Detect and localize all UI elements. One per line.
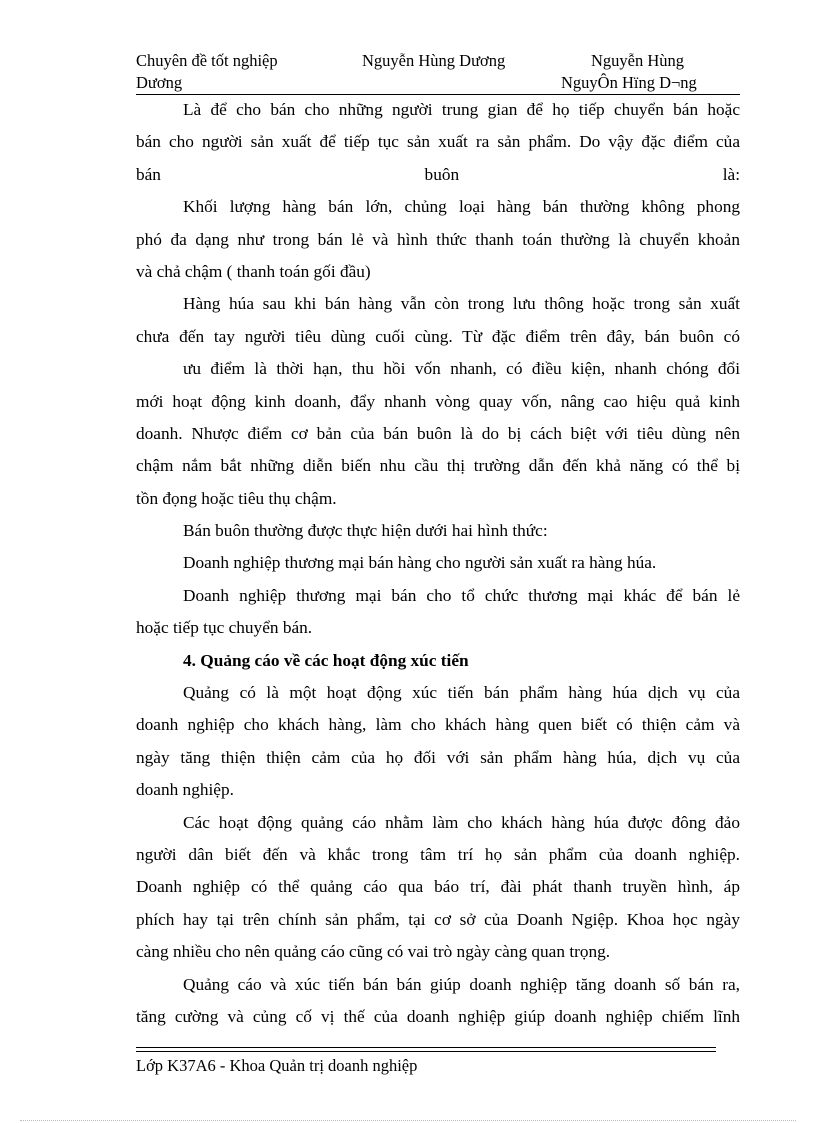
paragraph-line: doanh nghiệp cho khách hàng, làm cho khách hàng quen biết có thiện cảm và xyxy=(136,715,740,735)
page-footer: Lớp K37A6 - Khoa Quản trị doanh nghiệp xyxy=(136,1056,418,1075)
header-title-line1: Chuyên đề tốt nghiệp xyxy=(136,51,278,70)
header-title-line2: Dương xyxy=(136,73,183,92)
paragraph-line: Các hoạt động quảng cáo nhằm làm cho khách hàng húa được đông đảo xyxy=(183,812,740,832)
paragraph-line: càng nhiều cho nên quảng cáo cũng có vai trò ngày càng quan trọng. xyxy=(136,942,611,962)
paragraph-line: hoặc tiếp tục chuyển bán. xyxy=(136,618,313,638)
paragraph-line: và chả chậm ( thanh toán gối đầu) xyxy=(136,261,371,281)
paragraph-line: chưa đến tay người tiêu dùng cuối cùng. Từ đặc điểm trên đây, bán buôn có xyxy=(136,326,740,346)
paragraph-line: Doanh nghiệp thương mại bán hàng cho người sản xuất ra hàng húa. xyxy=(183,553,657,573)
section-heading: 4. Quảng cáo về các hoạt động xúc tiến xyxy=(183,650,469,670)
paragraph-line: bán buôn là: xyxy=(136,164,740,184)
header-author-right-line1: Nguyễn Hùng xyxy=(591,51,685,70)
paragraph-line: mới hoạt động kinh doanh, đẩy nhanh vòng quay vốn, nâng cao hiệu quả kinh xyxy=(136,391,740,411)
paragraph-line: phích hay tại trên chính sản phẩm, tại cơ sở của Doanh Ngiệp. Khoa học ngày xyxy=(136,909,740,929)
document-body xyxy=(136,94,740,1033)
paragraph-line: Là để cho bán cho những người trung gian để họ tiếp chuyển bán hoặc xyxy=(183,100,740,119)
header-author-right-line2: NguyÔn Hïng D¬ng xyxy=(561,73,697,92)
paragraph-line: Doanh nghiệp thương mại bán cho tổ chức thương mại khác để bán lẻ xyxy=(183,585,740,605)
header-author: Nguyễn Hùng Dương xyxy=(362,51,506,70)
page-boundary xyxy=(20,1120,796,1121)
paragraph-line: Bán buôn thường được thực hiện dưới hai hình thức: xyxy=(183,521,548,541)
paragraph-line: Khối lượng hàng bán lớn, chủng loại hàng bán thường không phong xyxy=(183,197,740,217)
footer-divider-top xyxy=(136,1047,716,1048)
paragraph-line: doanh nghiệp. xyxy=(136,780,234,800)
paragraph-line: Hàng húa sau khi bán hàng vẫn còn trong lưu thông hoặc trong sản xuất xyxy=(183,294,740,314)
paragraph-line: tồn đọng hoặc tiêu thụ chậm. xyxy=(136,488,337,508)
paragraph-line: Doanh nghiệp có thể quảng cáo qua báo trí, đài phát thanh truyền hình, áp xyxy=(136,877,740,897)
paragraph-line: người dân biết đến và khắc trong tâm trí họ sản phẩm của doanh nghiệp. xyxy=(136,844,740,864)
paragraph-line: ngày tăng thiện thiện cảm của họ đối với sản phẩm hàng húa, dịch vụ của xyxy=(136,747,740,767)
paragraph-line: ưu điểm là thời hạn, thu hồi vốn nhanh, có điều kiện, nhanh chóng đổi xyxy=(183,359,740,379)
paragraph-line: phó đa dạng như trong bán lẻ và hình thức thanh toán thường là chuyển khoản xyxy=(136,229,740,249)
paragraph-line: bán cho người sản xuất để tiếp tục sản xuất ra sản phẩm. Do vậy đặc điểm của xyxy=(136,132,740,152)
paragraph-line: chậm nắm bắt những diễn biến nhu cầu thị trường dẫn đến khả năng có thể bị xyxy=(136,456,740,476)
paragraph-line: Quảng cáo và xúc tiến bán bán giúp doanh nghiệp tăng doanh số bán ra, xyxy=(183,974,740,994)
paragraph-line: Quảng có là một hoạt động xúc tiến bán phẩm hàng húa dịch vụ của xyxy=(183,683,740,703)
page-header xyxy=(136,50,736,94)
footer-divider-bottom xyxy=(136,1051,716,1052)
paragraph-line: doanh. Nhược điểm cơ bản của bán buôn là do bị cách biệt với tiêu dùng nên xyxy=(136,423,740,443)
paragraph-line: tăng cường và củng cố vị thế của doanh nghiệp giúp doanh nghiệp chiếm lĩnh xyxy=(136,1006,740,1026)
